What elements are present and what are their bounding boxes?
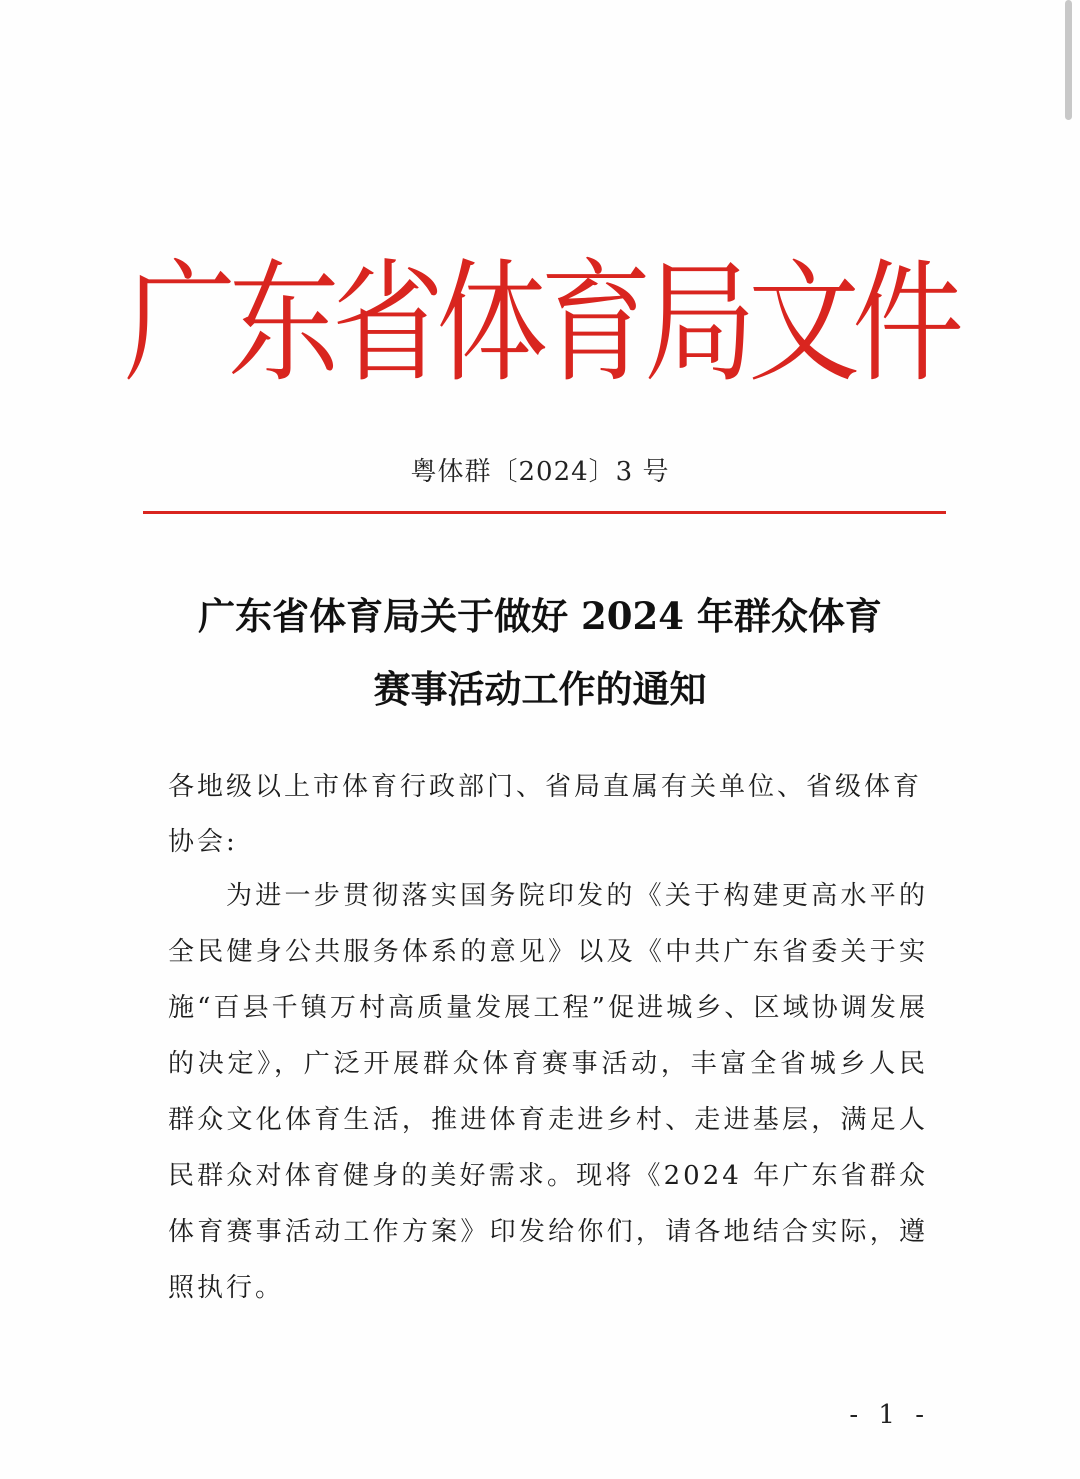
red-divider-line: [143, 511, 946, 514]
scrollbar-thumb[interactable]: [1065, 0, 1072, 120]
body-paragraph: 为进一步贯彻落实国务院印发的《关于构建更高水平的全民健身公共服务体系的意见》以及《中共广东省委关于实施“百县千镇万村高质量发展工程”促进城乡、区域协调发展的决定》，广泛开展群众体育赛事活动，丰富全省城乡人民群众文化体育生活，推进体育走进乡村、走进基层，满足人民群众对体育健身的美好需求。现将《2024 年广东省群众体育赛事活动工作方案》印发给你们，请各地结合实际，遵照执行。: [168, 881, 928, 1303]
document-number: 粤体群〔2024〕3 号: [410, 457, 670, 487]
notice-title-line-2: 赛事活动工作的通知: [373, 667, 707, 711]
notice-title: [0, 580, 1080, 726]
page-number: - 1 -: [849, 1400, 930, 1430]
issuing-authority-header: 广东省体育局文件: [124, 247, 956, 401]
notice-title-line-1: 广东省体育局关于做好 2024 年群众体育: [198, 594, 882, 638]
addressee: 各地级以上市体育行政部门、省局直属有关单位、省级体育协会:: [168, 772, 923, 857]
